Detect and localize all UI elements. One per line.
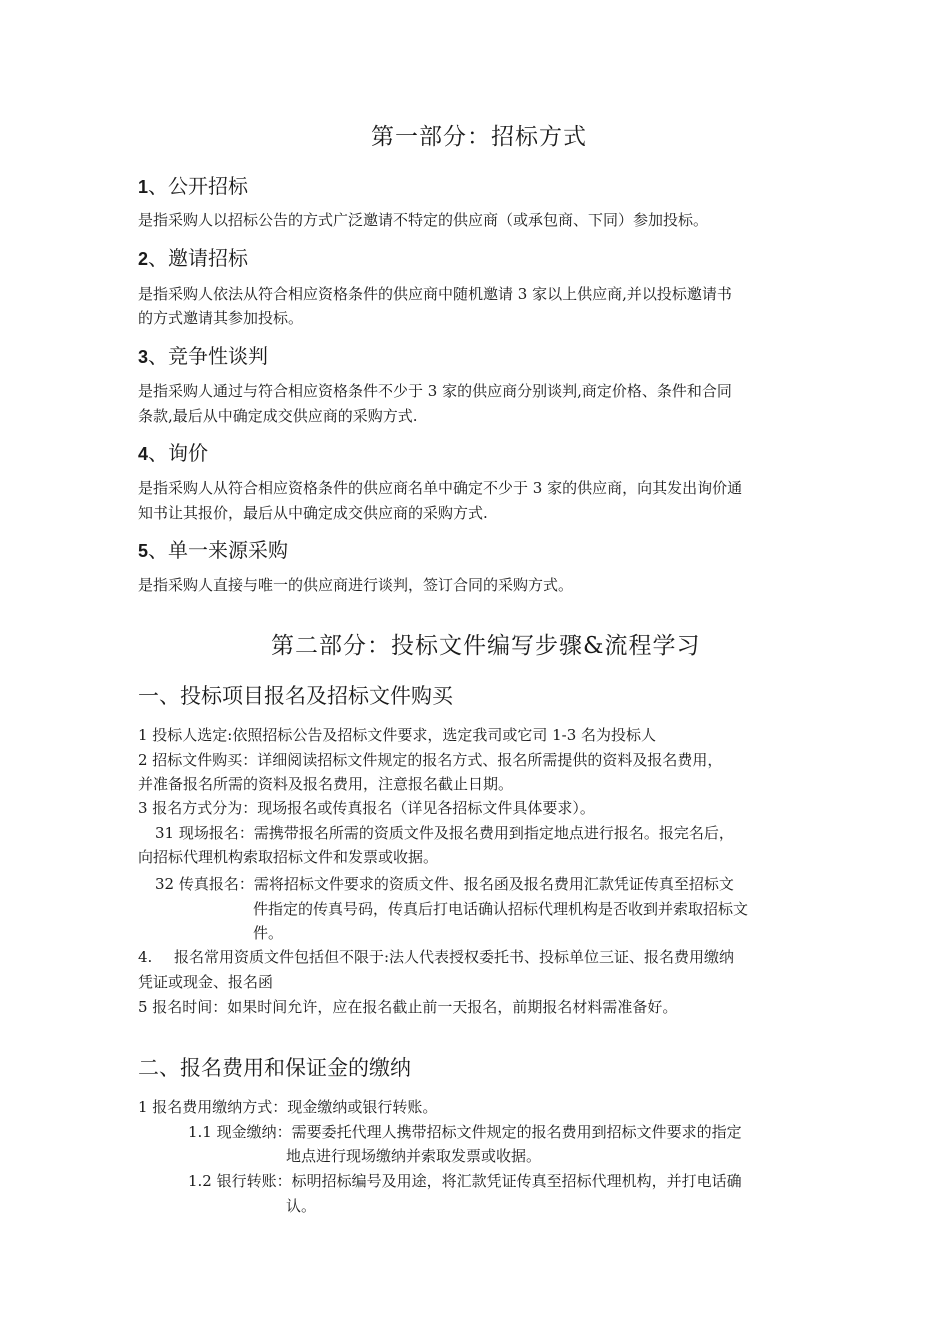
p2-s1-item32-line2: 件指定的传真号码，传真后打电话确认招标代理机构是否收到并索取招标文 (253, 900, 749, 918)
p2-s1-item2-line2: 并准备报名所需的资料及报名费用，注意报名截止日期。 (138, 775, 514, 793)
p2-s1-item32-line1: 32 传真报名：需将招标文件要求的资质文件、报名函及报名费用汇款凭证传真至招标文 (155, 875, 734, 893)
p2-s1-item31-line1: 31 现场报名：需携带报名所需的资质文件及报名费用到指定地点进行报名。报完名后， (155, 824, 734, 842)
p2-s2-item11-line1: 1.1 现金缴纳：需要委托代理人携带招标文件规定的报名费用到招标文件要求的指定 (188, 1123, 742, 1141)
p2-s1-item4-number: 4. (138, 948, 153, 966)
section-text-2-line2: 的方式邀请其参加投标。 (138, 309, 304, 327)
section-heading-1: 1、公开招标 (138, 174, 249, 198)
section-text-3-line1: 是指采购人通过与符合相应资格条件不少于 3 家的供应商分别谈判,商定价格、条件和合同 (138, 382, 732, 400)
p2-s2-item12-line2: 认。 (286, 1197, 317, 1215)
p2-s2-item12-line1: 1.2 银行转账：标明招标编号及用途，将汇款凭证传真至招标代理机构，并打电话确 (188, 1172, 742, 1190)
p2-s1-item31-line2: 向招标代理机构索取招标文件和发票或收据。 (138, 848, 439, 866)
part2-section2-heading: 二、报名费用和保证金的缴纳 (138, 1056, 411, 1080)
part1-title: 第一部分：招标方式 (371, 124, 587, 150)
section-text-1-line1: 是指采购人以招标公告的方式广泛邀请不特定的供应商（或承包商、下同）参加投标。 (138, 211, 709, 229)
section-heading-5: 5、单一来源采购 (138, 538, 289, 562)
p2-s1-item5: 5 报名时间：如果时间允许，应在报名截止前一天报名，前期报名材料需准备好。 (138, 998, 678, 1016)
p2-s1-item4-line2: 凭证或现金、报名函 (138, 973, 274, 991)
section-text-3-line2: 条款,最后从中确定成交供应商的采购方式. (138, 407, 418, 425)
p2-s2-item11-line2: 地点进行现场缴纳并索取发票或收据。 (286, 1147, 542, 1165)
p2-s1-item2-line1: 2 招标文件购买：详细阅读招标文件规定的报名方式、报名所需提供的资料及报名费用， (138, 751, 723, 769)
part2-title: 第二部分：投标文件编写步骤&流程学习 (271, 633, 701, 659)
section-heading-2: 2、邀请招标 (138, 246, 249, 270)
section-heading-4: 4、询价 (138, 441, 209, 465)
section-heading-3: 3、竞争性谈判 (138, 344, 269, 368)
section-text-4-line2: 知书让其报价，最后从中确定成交供应商的采购方式. (138, 504, 488, 522)
p2-s1-item32-line3: 件。 (253, 924, 284, 942)
section-text-5-line1: 是指采购人直接与唯一的供应商进行谈判，签订合同的采购方式。 (138, 576, 574, 594)
p2-s1-item3: 3 报名方式分为：现场报名或传真报名（详见各招标文件具体要求）。 (138, 799, 595, 817)
part2-section1-heading: 一、投标项目报名及招标文件购买 (138, 684, 453, 708)
p2-s1-item1: 1 投标人选定:依照招标公告及招标文件要求，选定我司或它司 1-3 名为投标人 (138, 726, 657, 744)
p2-s2-item1: 1 报名费用缴纳方式：现金缴纳或银行转账。 (138, 1098, 438, 1116)
section-text-4-line1: 是指采购人从符合相应资格条件的供应商名单中确定不少于 3 家的供应商，向其发出询价通 (138, 479, 743, 497)
section-text-2-line1: 是指采购人依法从符合相应资格条件的供应商中随机邀请 3 家以上供应商,并以投标邀请书 (138, 285, 732, 303)
p2-s1-item4-line1: 报名常用资质文件包括但不限于:法人代表授权委托书、投标单位三证、报名费用缴纳 (174, 948, 735, 966)
